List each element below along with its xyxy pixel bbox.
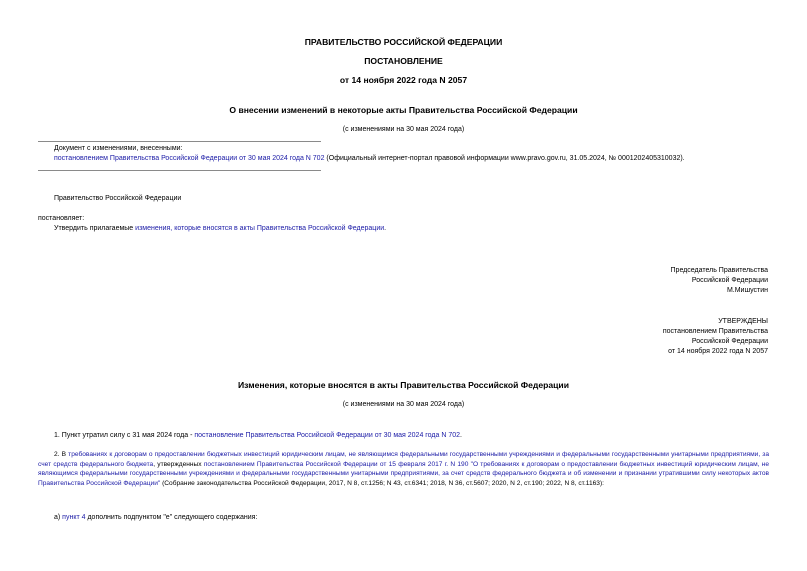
item-a-start: а) [54,514,63,521]
amendments-intro: Документ с изменениями, внесенными: [54,145,183,152]
item-2-link-decree[interactable]: постановлением Правительства Российской Федерации от 15 февраля 2017 г. N 190 "О требованиях к договорам о предоставлении бюджетных инвестиций юридическим лицам, не являющимся федеральными государственными учреждениями и федеральными государственными унитарными предприятиями, за счет средств федерального бюджета и об изменении и признании утратившими силу некоторых актов Правительства Российской Федерации" [38,460,769,487]
amendments-top-rule [38,141,321,142]
item-2-start: 2. В [54,451,69,458]
item-2-mid: , утвержденных [153,460,204,468]
annex-title: Изменения, которые вносятся в акты Правительства Российской Федерации [237,380,569,390]
approved-heading: УТВЕРЖДЕНЫ [718,318,768,325]
document-date: от 14 ноября 2022 года N 2057 [339,75,468,85]
approve-suffix: . [384,225,387,232]
edition-note: (с изменениями на 30 мая 2024 года) [342,126,465,133]
item-a-link[interactable]: пункт 4 [62,514,86,521]
amendments-line [54,155,774,162]
item-1-link[interactable]: постановление Правительства Российской Федерации от 30 мая 2024 года N 702 [194,432,461,439]
signature-country: Российской Федерации [691,277,768,284]
item-2-end: (Собрание законодательства Российской Федерации, 2017, N 8, ст.1256; N 43, ст.6341; 2018, N 36, ст.5607; 2020, N 2, ст.190; 2022, N 8, ст.1163): [160,479,605,487]
item-a [54,514,257,521]
government-subject: Правительство Российской Федерации [54,195,182,202]
approve-prefix: Утвердить прилагаемые [54,225,136,232]
item-2 [38,450,769,488]
item-1-text: 1. Пункт утратил силу с 31 мая 2024 года - [54,432,195,439]
annex-edition-note: (с изменениями на 30 мая 2024 года) [342,401,465,408]
item-1-end: . [460,432,462,439]
item-1 [54,432,462,439]
approve-link[interactable]: изменения, которые вносятся в акты Правительства Российской Федерации [135,225,385,232]
signature-name: М.Мишустин [726,287,768,294]
item-a-end: дополнить подпунктом "е" следующего содержания: [85,514,258,521]
amendments-bottom-rule [38,170,321,171]
approved-date: от 14 ноября 2022 года N 2057 [668,348,768,355]
amendment-link[interactable]: постановлением Правительства Российской Федерации от 30 мая 2024 года N 702 [54,155,325,162]
item-2-link-requirements[interactable]: требованиях к договорам о предоставлении бюджетных инвестиций юридическим лицам, не являющимся федеральными государственными учреждениями и федеральными государственными унитарными предприятиями, за счет средств федерального бюджета [38,451,770,468]
document-type: ПОСТАНОВЛЕНИЕ [364,56,443,66]
decrees-word: постановляет: [38,215,85,222]
approve-paragraph [54,225,386,232]
document-title: О внесении изменений в некоторые акты Правительства Российской Федерации [229,105,578,115]
signature-position: Председатель Правительства [670,267,768,274]
amendment-source: (Официальный интернет-портал правовой информации www.pravo.gov.ru, 31.05.2024, № 0001202405310032). [324,155,685,162]
approved-country: Российской Федерации [691,338,768,345]
approved-by: постановлением Правительства [662,328,768,335]
government-heading: ПРАВИТЕЛЬСТВО РОССИЙСКОЙ ФЕДЕРАЦИИ [304,37,503,47]
